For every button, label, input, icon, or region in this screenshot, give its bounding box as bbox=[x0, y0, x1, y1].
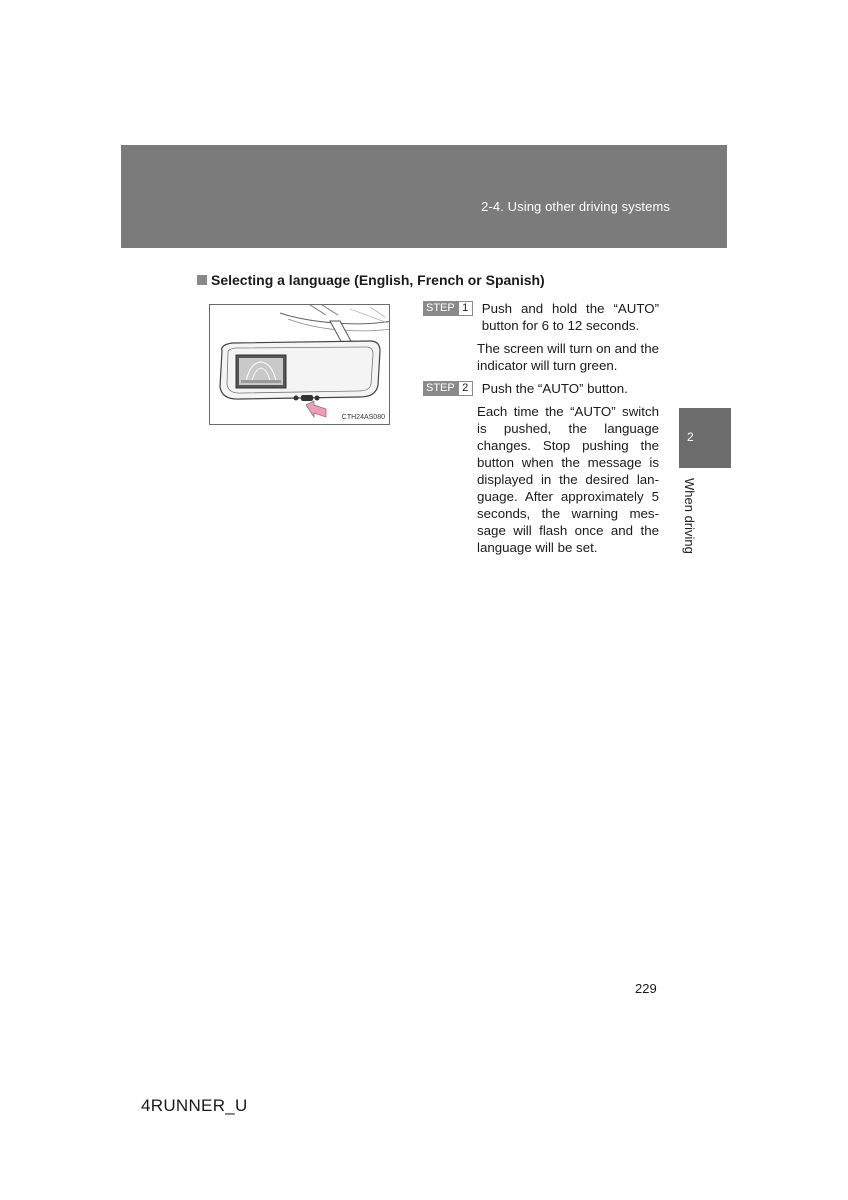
step-number: 1 bbox=[458, 301, 473, 316]
step-2-note: Each time the “AUTO” switch is pushed, the language changes. Stop pushing the button when the message is displayed in the desired lan-guage. After approximately 5 seconds, the warning mes-sage will flash once and the language will be set. bbox=[477, 404, 659, 555]
figure-code: CTH24AS080 bbox=[341, 414, 385, 421]
step-label: STEP bbox=[423, 381, 458, 396]
mirror-illustration bbox=[209, 304, 390, 425]
model-code: 4RUNNER_U bbox=[141, 1096, 248, 1115]
square-bullet-icon bbox=[197, 275, 207, 285]
step-1-text: Push and hold the “AUTO” button for 6 to 12 seconds. bbox=[481, 301, 659, 333]
step-2 bbox=[423, 380, 659, 397]
step-2-badge bbox=[423, 381, 473, 396]
chapter-side-tab bbox=[679, 408, 731, 468]
chapter-header-band bbox=[121, 145, 727, 248]
step-label: STEP bbox=[423, 301, 458, 316]
step-1-note: The screen will turn on and the indicator will turn green. bbox=[477, 341, 659, 373]
section-heading bbox=[197, 272, 545, 288]
step-1-badge bbox=[423, 301, 473, 316]
step-1 bbox=[423, 300, 659, 334]
step-2-text: Push the “AUTO” button. bbox=[481, 381, 628, 396]
step-number: 2 bbox=[458, 381, 473, 396]
section-heading-text: Selecting a language (English, French or Spanish) bbox=[211, 272, 545, 288]
chapter-side-label: When driving bbox=[682, 478, 697, 554]
chapter-section-title: 2-4. Using other driving systems bbox=[481, 199, 670, 214]
rearview-mirror-illustration-icon bbox=[210, 305, 390, 425]
chapter-number: 2 bbox=[687, 430, 694, 444]
page-number: 229 bbox=[635, 981, 657, 996]
steps-list bbox=[423, 300, 659, 562]
